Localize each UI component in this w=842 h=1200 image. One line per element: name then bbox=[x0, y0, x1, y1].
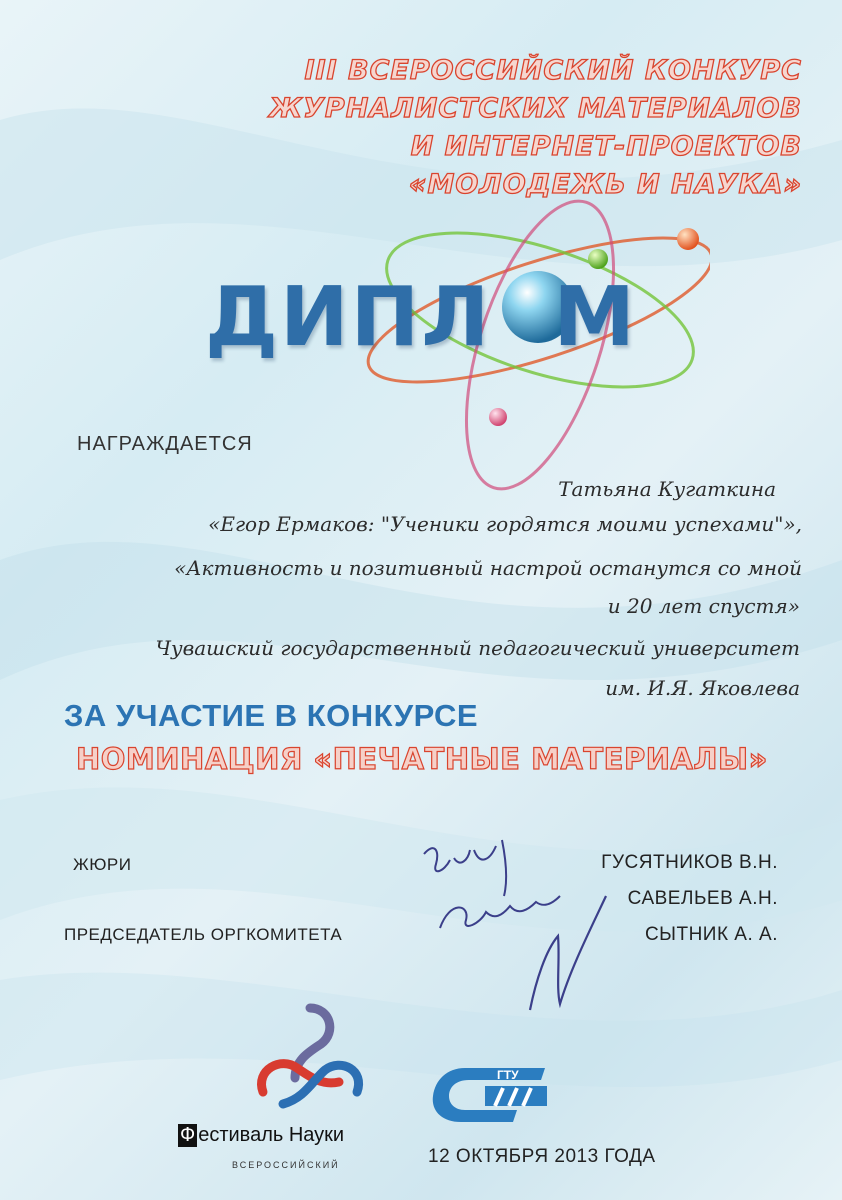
contest-title-line: III ВСЕРОССИЙСКИЙ КОНКУРС bbox=[304, 55, 802, 86]
contest-title bbox=[182, 52, 802, 204]
award-date: 12 ОКТЯБРЯ 2013 ГОДА bbox=[428, 1146, 656, 1167]
diploma-title-right: М bbox=[553, 270, 638, 365]
electron-orange bbox=[677, 228, 699, 250]
jury-label: ЖЮРИ bbox=[73, 855, 132, 874]
festival-name bbox=[178, 1124, 344, 1147]
contest-title-line: «МОЛОДЕЖЬ И НАУКА» bbox=[408, 169, 802, 200]
work-title-line: «Активность и позитивный настрой останутся со мной bbox=[174, 556, 802, 580]
university-line: им. И.Я. Яковлева bbox=[605, 676, 800, 700]
contest-title-line: И ИНТЕРНЕТ-ПРОЕКТОВ bbox=[410, 131, 802, 162]
sgtu-logo bbox=[425, 1058, 555, 1128]
nomination-heading: НОМИНАЦИЯ «ПЕЧАТНЫЕ МАТЕРИАЛЫ» bbox=[76, 742, 768, 776]
electron-pink bbox=[489, 408, 507, 426]
festival-subtitle: ВСЕРОССИЙСКИЙ bbox=[232, 1160, 340, 1170]
jury-member-name: ГУСЯТНИКОВ В.Н. bbox=[601, 852, 778, 873]
festival-name-first-letter: Ф bbox=[180, 1124, 196, 1146]
diploma-title bbox=[205, 270, 637, 365]
contest-title-line: ЖУРНАЛИСТСКИХ МАТЕРИАЛОВ bbox=[269, 93, 802, 124]
handwritten-signatures bbox=[410, 820, 610, 1020]
awarded-label: НАГРАЖДАЕТСЯ bbox=[77, 433, 253, 455]
chairman-label: ПРЕДСЕДАТЕЛЬ ОРГКОМИТЕТА bbox=[64, 925, 343, 944]
recipient-name: Татьяна Кугаткина bbox=[558, 477, 776, 501]
work-title-line: и 20 лет спустя» bbox=[607, 594, 800, 618]
sgtu-logo-text: ГТУ bbox=[497, 1068, 519, 1082]
work-title-line: «Егор Ермаков: "Ученики гордятся моими успехами"», bbox=[208, 512, 802, 536]
participation-heading: ЗА УЧАСТИЕ В КОНКУРСЕ bbox=[64, 698, 479, 733]
diploma-title-left: ДИПЛ bbox=[205, 270, 492, 365]
electron-green bbox=[588, 249, 608, 269]
festival-name-rest: естиваль Науки bbox=[198, 1124, 345, 1146]
jury-member-name: САВЕЛЬЕВ А.Н. bbox=[627, 888, 778, 909]
festival-logo bbox=[245, 1000, 375, 1118]
chairman-name: СЫТНИК А. А. bbox=[644, 924, 778, 945]
university-line: Чувашский государственный педагогический университет bbox=[155, 636, 800, 660]
